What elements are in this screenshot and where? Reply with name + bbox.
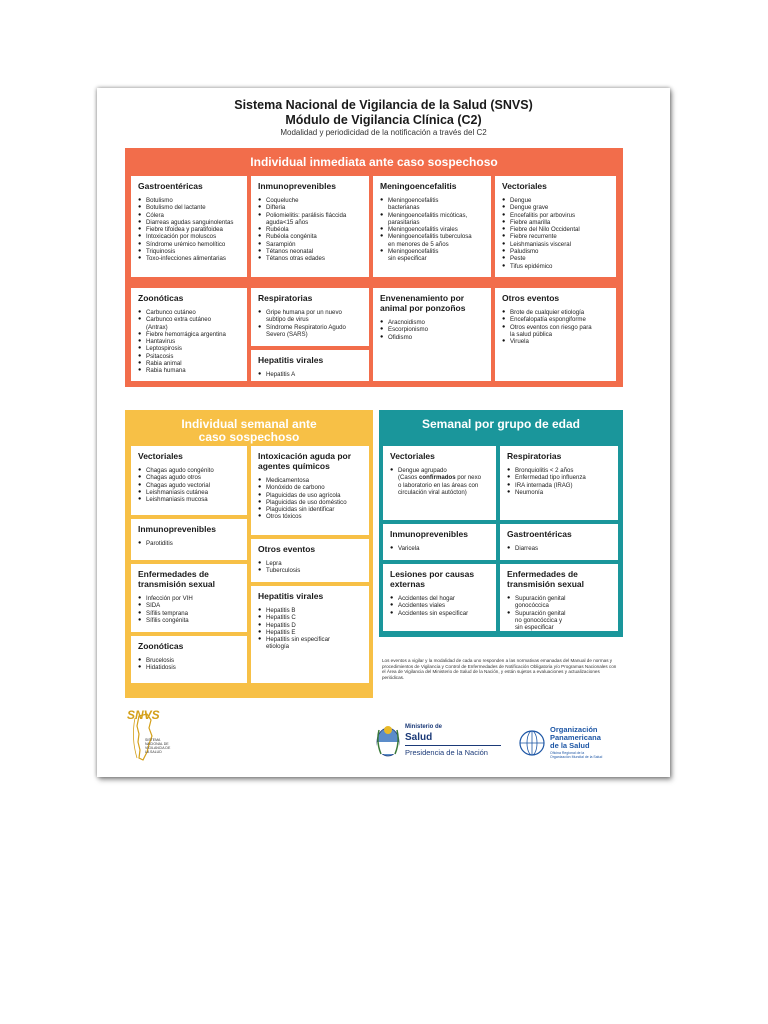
list-item: ● Hantavirus (138, 338, 242, 345)
list-item: ● Leishmaniasis mucosa (138, 496, 242, 503)
list-item: ● Rubéola congénita (258, 233, 364, 240)
box-edad-inmunoprevenibles (383, 524, 496, 560)
list-item: ● Rabia humana (138, 367, 242, 374)
list-item: ● Meningoencefalitis (380, 248, 486, 255)
box-title-line: Enfermedades de (138, 569, 209, 579)
list-item: ● Hepatitis sin especificar (258, 636, 364, 643)
ops-globe-icon (517, 728, 547, 758)
list-item: ● Plaguicidas sin identificar (258, 506, 364, 513)
list-item-continuation: etiología (266, 643, 290, 651)
list-item: ● Dengue grave (502, 204, 611, 211)
item-list (258, 560, 364, 575)
list-item-continuation: gonocóccica (515, 602, 549, 610)
list-item: ● Hepatitis D (258, 622, 364, 629)
ops-subtitle-line: Oficina Regional de la (550, 751, 585, 755)
list-item: ● Meningoencefalitis micóticas, (380, 212, 486, 219)
list-item: ● Parotiditis (138, 540, 242, 547)
item-list (138, 197, 242, 263)
panel-inmediata (125, 148, 623, 387)
box-semanal-vectoriales (131, 446, 247, 515)
list-item: ● Neumonía (507, 489, 613, 496)
list-item: ● Viruela (502, 338, 611, 345)
panel-title-line: Individual semanal ante (181, 417, 317, 431)
text-emphasis: confirmados (419, 474, 456, 482)
item-list (258, 477, 364, 521)
box-semanal-zoonoticas (131, 636, 247, 683)
list-item: ● Monóxido de carbono (258, 484, 364, 491)
list-item: ● Fiebre hemorrágica argentina (138, 331, 242, 338)
panel-inmediata-title: Individual inmediata ante caso sospechoso (250, 155, 498, 169)
list-item: ● Síndrome urémico hemolítico (138, 241, 242, 248)
text-fragment: por nexo (457, 474, 482, 482)
ops-logo (517, 726, 657, 768)
list-item-continuation: subtipo de virus (266, 316, 309, 324)
list-item: ● Chagas agudo otros (138, 474, 242, 481)
ops-subtitle-line: Organización Mundial de la Salud (550, 755, 603, 759)
list-item: ● Plaguicidas de uso agrícola (258, 492, 364, 499)
list-item: ● Supuración genital (507, 610, 613, 617)
box-title: Meningoencefalitis (380, 181, 457, 191)
list-item: ● Otros eventos con riesgo para (502, 324, 611, 331)
panel-grupo-edad-title: Semanal por grupo de edad (421, 417, 581, 431)
list-item-continuation: bacterianas (388, 204, 420, 212)
list-item: ● Carbunco cutáneo (138, 309, 242, 316)
poster-header (97, 98, 670, 138)
list-item: ● Leishmaniasis visceral (502, 241, 611, 248)
list-item: ● SIDA (138, 602, 242, 609)
list-item: ● Coqueluche (258, 197, 364, 204)
box-title: Inmunoprevenibles (138, 524, 216, 534)
box-inmediata-gastroentericas (131, 176, 247, 277)
list-item: ● Peste (502, 255, 611, 262)
item-list (390, 467, 491, 496)
list-item: ● IRA internada (IRAG) (507, 482, 613, 489)
list-item: ● Tétanos neonatal (258, 248, 364, 255)
poster-title: Sistema Nacional de Vigilancia de la Salud (SNVS) (234, 98, 533, 112)
ops-name-line: Organización (550, 725, 598, 734)
item-list (507, 595, 613, 631)
list-item: ● Psitacosis (138, 353, 242, 360)
box-edad-respiratorias (500, 446, 618, 520)
list-item: ● Rubéola (258, 226, 364, 233)
list-item: ● Hepatitis E (258, 629, 364, 636)
list-item: ● Encefalitis por arbovirus (502, 212, 611, 219)
box-title: Otros eventos (502, 293, 560, 303)
box-semanal-otros-eventos (251, 539, 369, 582)
box-edad-vectoriales (383, 446, 496, 520)
list-item: ● Sarampión (258, 241, 364, 248)
box-semanal-intoxicacion (251, 446, 369, 535)
list-item: ● Sífilis temprana (138, 610, 242, 617)
list-item: ● Diarreas agudas sanguinolentas (138, 219, 242, 226)
item-list (258, 371, 364, 378)
list-item: ● Botulismo del lactante (138, 204, 242, 211)
panel-grupo-edad (379, 410, 623, 637)
list-item: ● Difteria (258, 204, 364, 211)
box-semanal-ets (131, 564, 247, 632)
footnote: Los eventos a vigilar y la modalidad de cada uno responden a las normativas emanadas del Manual de normas y procedimientos de Vigilancia y Control de Enfermedades de Notificación Obligatoria y/o Programas Nacionales con el Área de Vigilancia del Ministerio de Salud de la Nación, y están sujetos a evaluaciones y actualizaciones periódicas. (382, 658, 617, 680)
list-item: ● Ofidismo (380, 334, 486, 341)
box-title (380, 293, 486, 313)
box-title: Respiratorias (507, 451, 562, 461)
list-item-continuation: (Antrax) (146, 323, 168, 331)
box-inmediata-vectoriales (495, 176, 616, 277)
box-title: Respiratorias (258, 293, 313, 303)
item-list (258, 197, 364, 263)
box-title: Hepatitis virales (258, 591, 324, 601)
list-item: ● Intoxicación por moluscos (138, 233, 242, 240)
list-item: ● Plaguicidas de uso doméstico (258, 499, 364, 506)
snvs-logo-text: SNVS (127, 708, 160, 722)
list-item: ● Infección por VIH (138, 595, 242, 602)
item-list (380, 319, 486, 341)
list-item: ● Dengue (502, 197, 611, 204)
box-inmediata-envenenamiento (373, 288, 491, 381)
list-item: ● Supuración genital (507, 595, 613, 602)
list-item-continuation: en menores de 5 años (388, 240, 449, 248)
list-item: ● Accidentes viales (390, 602, 491, 609)
box-title-line: externas (390, 579, 425, 589)
item-list (507, 467, 613, 496)
ops-name-line: de la Salud (550, 741, 590, 750)
poster-subtitle: Modalidad y periodicidad de la notificación a través del C2 (280, 128, 487, 137)
item-list (138, 657, 242, 672)
list-item-continuation: la salud pública (510, 330, 553, 338)
list-item: ● Meningoencefalitis tuberculosa (380, 233, 486, 240)
list-item: ● Sífilis congénita (138, 617, 242, 624)
poster-title-line2: Módulo de Vigilancia Clínica (C2) (285, 113, 482, 127)
list-item: ● Chagas agudo vectorial (138, 482, 242, 489)
box-title-line: transmisión sexual (507, 579, 585, 589)
list-item-continuation: circulación viral autócton) (398, 488, 467, 496)
item-list (258, 607, 364, 651)
box-title: Otros eventos (258, 544, 316, 554)
list-item: ● Brucelosis (138, 657, 242, 664)
list-item: ● Tétanos otras edades (258, 255, 364, 262)
list-item: ● Síndrome Respiratorio Agudo (258, 324, 364, 331)
list-item: ● Triquinosis (138, 248, 242, 255)
box-title: Vectoriales (138, 451, 183, 461)
panel-title-line: caso sospechoso (198, 430, 300, 444)
list-item: ● Botulismo (138, 197, 242, 204)
list-item: ● Meningoencefalitis virales (380, 226, 486, 233)
item-list (390, 545, 491, 552)
item-list (138, 540, 242, 547)
list-item: ● Hepatitis A (258, 371, 364, 378)
box-edad-gastroentericas (500, 524, 618, 560)
list-item: ● Lepra (258, 560, 364, 567)
box-title: Gastroentéricas (138, 181, 203, 191)
box-inmediata-meningoencefalitis (373, 176, 491, 277)
box-inmediata-hepatitis (251, 350, 369, 381)
item-list (138, 467, 242, 503)
box-title: Zoonóticas (138, 293, 184, 303)
list-item: ● Otros tóxicos (258, 513, 364, 520)
list-item: ● Accidentes sin especificar (390, 610, 491, 617)
list-item: ● Hepatitis C (258, 614, 364, 621)
list-item: ● Rabia animal (138, 360, 242, 367)
panel-semanal (125, 410, 373, 698)
ops-name (550, 726, 601, 750)
box-edad-lesiones (383, 564, 496, 631)
list-item: ● Leishmaniasis cutánea (138, 489, 242, 496)
box-inmediata-otros-eventos (495, 288, 616, 381)
list-item: ● Dengue agrupado (390, 467, 491, 474)
list-item: ● Enfermedad tipo influenza (507, 474, 613, 481)
ministerio-salud-logo (373, 722, 503, 768)
list-item-continuation: sin especificar (515, 624, 554, 631)
box-edad-ets (500, 564, 618, 631)
box-title-line: animal por ponzoños (380, 303, 466, 313)
list-item: ● Bronquiolitis < 2 años (507, 467, 613, 474)
box-semanal-inmunoprevenibles (131, 519, 247, 560)
list-item: ● Hepatitis B (258, 607, 364, 614)
box-inmediata-inmunoprevenibles (251, 176, 369, 277)
box-title (390, 569, 491, 589)
box-title: Zoonóticas (138, 641, 184, 651)
list-item: ● Brote de cualquier etiología (502, 309, 611, 316)
list-item: ● Tuberculosis (258, 567, 364, 574)
ministerio-divider (405, 745, 501, 746)
box-title-line: transmisión sexual (138, 579, 216, 589)
box-title-line: Intoxicación aguda por (258, 451, 352, 461)
item-list (390, 595, 491, 617)
list-item: ● Tifus epidémico (502, 263, 611, 270)
argentina-shield-icon (373, 724, 403, 760)
box-title: Vectoriales (390, 451, 435, 461)
box-title: Inmunoprevenibles (390, 529, 468, 539)
box-title (507, 569, 613, 589)
box-inmediata-zoonoticas (131, 288, 247, 381)
box-title-line: Lesiones por causas (390, 569, 475, 579)
list-item: ● Fiebre tifoidea y paratifoidea (138, 226, 242, 233)
list-item: ● Cólera (138, 212, 242, 219)
list-item: ● Accidentes del hogar (390, 595, 491, 602)
box-title: Vectoriales (502, 181, 547, 191)
list-item: ● Paludismo (502, 248, 611, 255)
item-list (507, 545, 613, 552)
list-item: ● Fiebre amarilla (502, 219, 611, 226)
list-item: ● Medicamentosa (258, 477, 364, 484)
snvs-logo (125, 708, 185, 763)
item-list (502, 197, 611, 270)
list-item-continuation: aguda<15 años (266, 218, 309, 226)
list-item: ● Gripe humana por un nuevo (258, 309, 364, 316)
item-list (138, 309, 242, 375)
list-item: ● Escorpionismo (380, 326, 486, 333)
list-item: ● Meningoencefalitis (380, 197, 486, 204)
list-item: ● Encefalopatía espongiforme (502, 316, 611, 323)
snvs-logo-subtitle: SISTEMA NACIONAL DE VIGILANCIA DE LA SALUD (145, 738, 171, 754)
box-title-line: Envenenamiento por (380, 293, 465, 303)
presidencia-text: Presidencia de la Nación (405, 748, 488, 757)
list-item: ● Leptospirosis (138, 345, 242, 352)
box-title: Hepatitis virales (258, 355, 324, 365)
box-title: Inmunoprevenibles (258, 181, 336, 191)
ministerio-line1: Ministerio de (405, 724, 443, 730)
list-item-continuation (390, 474, 491, 481)
list-item: ● Poliomielitis: parálisis fláccida (258, 212, 364, 219)
list-item: ● Toxo-infecciones alimentarias (138, 255, 242, 262)
box-title-line: Enfermedades de (507, 569, 578, 579)
box-title (138, 569, 242, 589)
list-item: ● Diarreas (507, 545, 613, 552)
ops-subtitle (550, 751, 602, 759)
box-title: Gastroentéricas (507, 529, 572, 539)
box-inmediata-respiratorias (251, 288, 369, 346)
list-item-continuation: Severo (SARS) (266, 330, 308, 338)
list-item: ● Carbunco extra cutáneo (138, 316, 242, 323)
box-title (258, 451, 364, 471)
poster (97, 88, 670, 777)
item-list (502, 309, 611, 345)
list-item-continuation: o laboratorio en las áreas con (398, 481, 479, 489)
item-list (138, 595, 242, 624)
box-semanal-hepatitis (251, 586, 369, 683)
ops-name-line: Panamericana (550, 733, 601, 742)
list-item: ● Fiebre del Nilo Occidental (502, 226, 611, 233)
box-title-line: agentes químicos (258, 461, 330, 471)
list-item: ● Aracnoidismo (380, 319, 486, 326)
text-fragment: (Casos (398, 474, 418, 482)
list-item-continuation: parasitarias (388, 218, 420, 226)
list-item: ● Varicela (390, 545, 491, 552)
panel-semanal-title (125, 418, 373, 444)
list-item: ● Hidatidosis (138, 664, 242, 671)
list-item: ● Fiebre recurrente (502, 233, 611, 240)
list-item-continuation: sin especificar (388, 255, 427, 263)
item-list (380, 197, 486, 263)
list-item: ● Chagas agudo congénito (138, 467, 242, 474)
item-list (258, 309, 364, 338)
ministerio-line2: Salud (405, 732, 433, 743)
list-item-continuation: no gonocóccica y (515, 616, 563, 624)
